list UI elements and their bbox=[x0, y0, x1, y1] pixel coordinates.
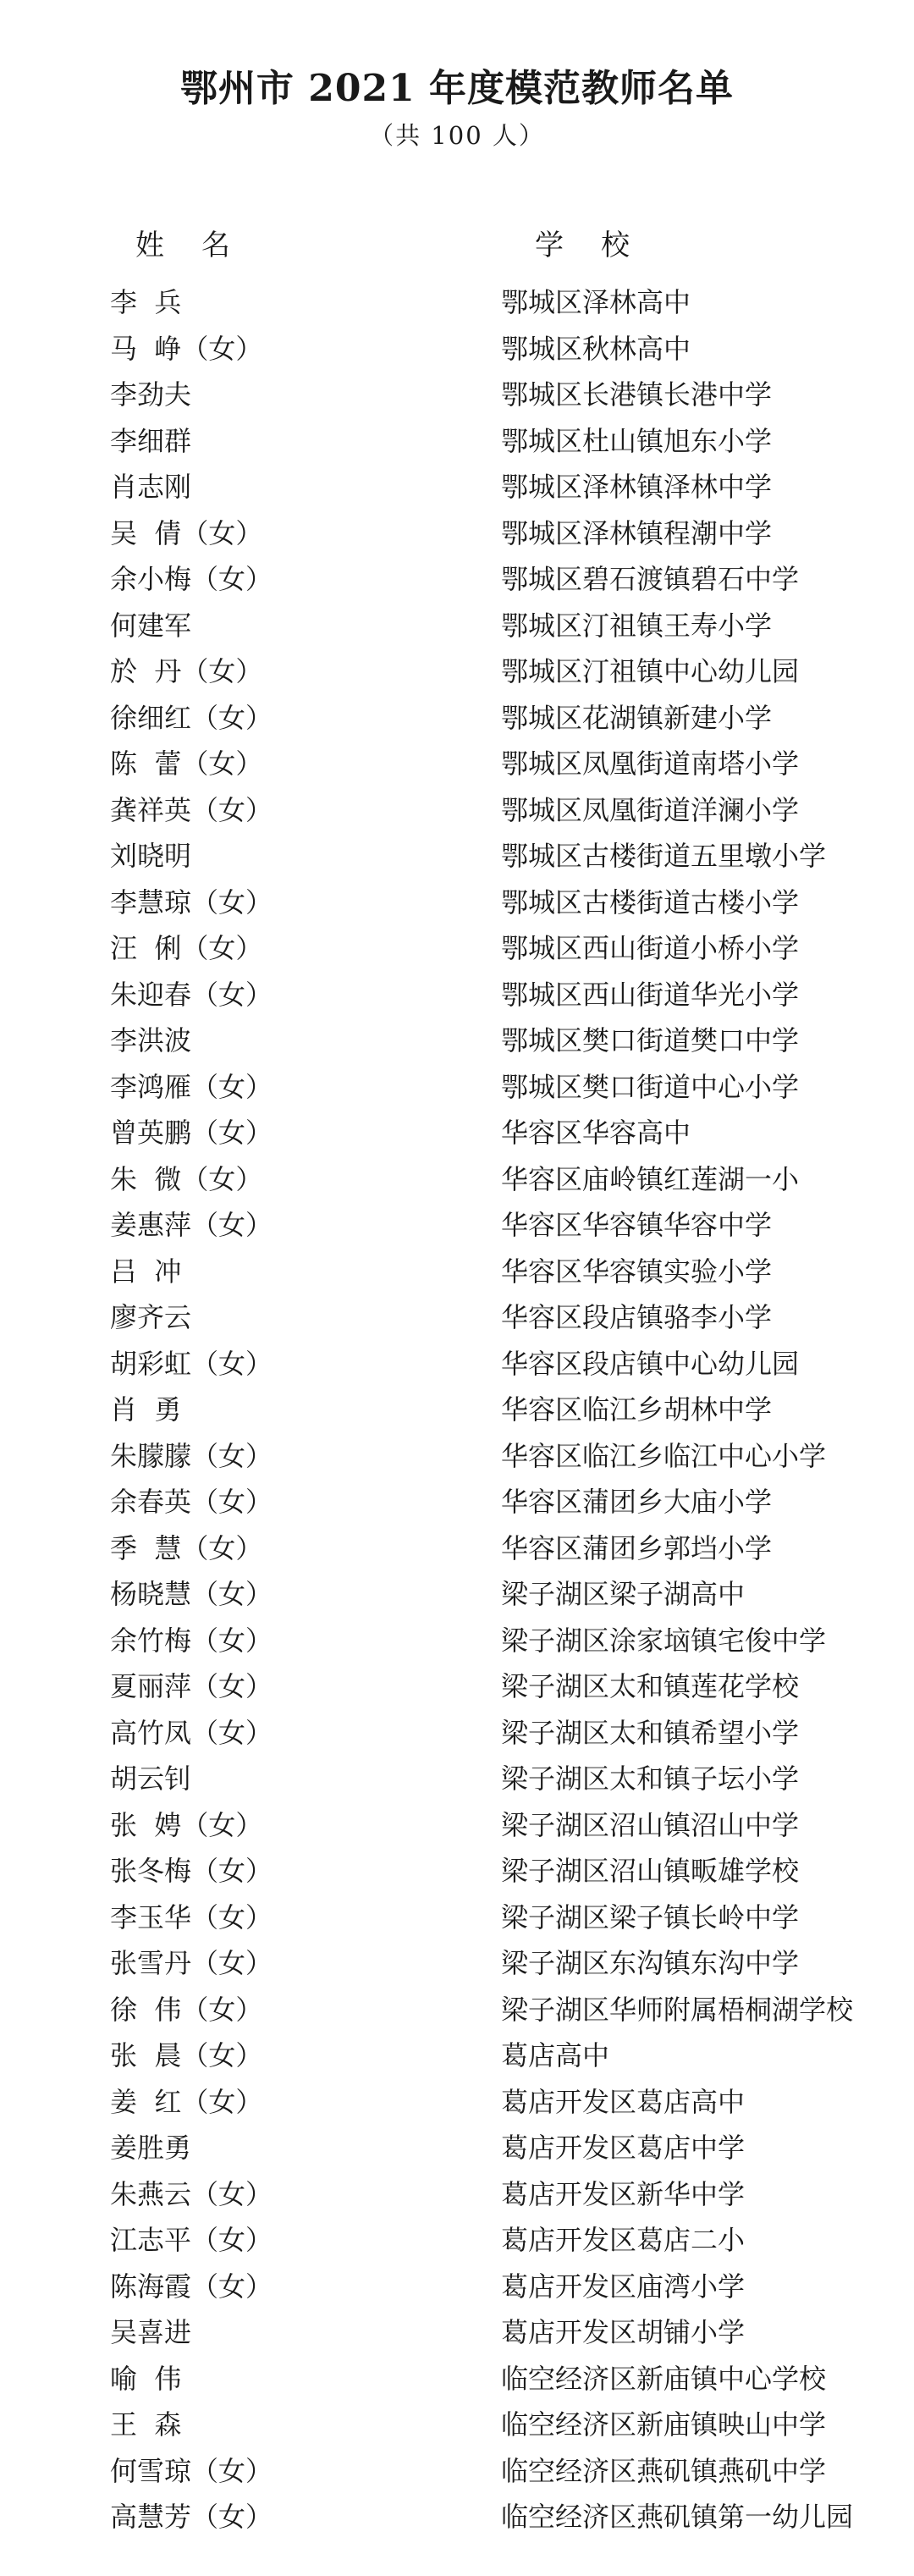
teacher-name: 何建军 bbox=[110, 609, 192, 642]
teacher-name: 何雪琼（女） bbox=[110, 2454, 273, 2487]
teacher-name: 曾英鹏（女） bbox=[110, 1117, 273, 1149]
school-name: 鄂城区古楼街道古楼小学 bbox=[501, 885, 800, 918]
school-name: 鄂城区汀祖镇中心幼儿园 bbox=[501, 655, 800, 687]
list-item bbox=[0, 418, 914, 465]
school-name: 鄂城区西山街道小桥小学 bbox=[501, 932, 800, 964]
school-name: 华容区段店镇中心幼儿园 bbox=[501, 1347, 800, 1380]
school-name: 梁子湖区梁子湖高中 bbox=[501, 1578, 746, 1610]
teacher-name: 胡彩虹（女） bbox=[110, 1347, 273, 1380]
column-header-school: 学校 bbox=[535, 229, 667, 262]
school-name: 华容区临江乡胡林中学 bbox=[501, 1393, 773, 1426]
teacher-name: 廖齐云 bbox=[110, 1301, 192, 1333]
teacher-name: 汪 俐（女） bbox=[110, 932, 263, 964]
teacher-name: 高慧芳（女） bbox=[110, 2501, 273, 2533]
list-item bbox=[0, 510, 914, 557]
school-name: 鄂城区樊口街道中心小学 bbox=[501, 1070, 800, 1103]
list-item bbox=[0, 1433, 914, 1480]
list-item bbox=[0, 1525, 914, 1572]
school-name: 华容区蒲团乡郭垱小学 bbox=[501, 1531, 773, 1564]
list-item bbox=[0, 1756, 914, 1802]
list-item bbox=[0, 741, 914, 787]
list-item bbox=[0, 1018, 914, 1064]
teacher-name: 吴 倩（女） bbox=[110, 516, 263, 549]
teacher-name: 刘晓明 bbox=[110, 840, 192, 872]
teacher-name: 肖 勇 bbox=[110, 1393, 182, 1426]
list-item bbox=[0, 1848, 914, 1895]
school-name: 华容区临江乡临江中心小学 bbox=[501, 1439, 827, 1472]
list-item bbox=[0, 2171, 914, 2218]
teacher-name: 张冬梅（女） bbox=[110, 1855, 273, 1887]
teacher-name: 江志平（女） bbox=[110, 2224, 273, 2256]
school-name: 临空经济区燕矶镇第一幼儿园 bbox=[501, 2501, 854, 2533]
school-name: 梁子湖区华师附属梧桐湖学校 bbox=[501, 1993, 854, 2026]
teacher-name: 朱 微（女） bbox=[110, 1162, 263, 1195]
teacher-name: 余小梅（女） bbox=[110, 563, 273, 595]
school-name: 梁子湖区太和镇莲花学校 bbox=[501, 1670, 800, 1702]
document-subtitle: （共 100 人） bbox=[369, 121, 545, 150]
teacher-name: 徐细红（女） bbox=[110, 701, 273, 734]
school-name: 鄂城区长港镇长港中学 bbox=[501, 378, 773, 411]
teacher-name: 陈 蕾（女） bbox=[110, 747, 263, 780]
school-name: 临空经济区燕矶镇燕矶中学 bbox=[501, 2454, 827, 2487]
teacher-name: 王 森 bbox=[110, 2408, 182, 2441]
teacher-name: 陈海霞（女） bbox=[110, 2270, 273, 2303]
teacher-name: 李鸿雁（女） bbox=[110, 1070, 273, 1103]
list-item bbox=[0, 880, 914, 926]
teacher-name: 李细群 bbox=[110, 424, 192, 457]
school-name: 鄂城区泽林镇程潮中学 bbox=[501, 516, 773, 549]
school-name: 葛店开发区葛店中学 bbox=[501, 2132, 746, 2164]
list-item bbox=[0, 2079, 914, 2126]
list-item bbox=[0, 1110, 914, 1156]
teacher-name: 张 娉（女） bbox=[110, 1808, 263, 1841]
teacher-name: 肖志刚 bbox=[110, 471, 192, 503]
list-item bbox=[0, 2309, 914, 2356]
teacher-name: 姜惠萍（女） bbox=[110, 1209, 273, 1241]
teacher-name: 於 丹（女） bbox=[110, 655, 263, 687]
list-item bbox=[0, 972, 914, 1018]
list-item bbox=[0, 1618, 914, 1664]
school-name: 鄂城区杜山镇旭东小学 bbox=[501, 424, 773, 457]
school-name: 梁子湖区沼山镇沼山中学 bbox=[501, 1808, 800, 1841]
school-name: 华容区华容高中 bbox=[501, 1117, 691, 1149]
teacher-name: 姜胜勇 bbox=[110, 2132, 192, 2164]
teacher-name: 张 晨（女） bbox=[110, 2039, 263, 2071]
list-item bbox=[0, 648, 914, 695]
list-item bbox=[0, 1802, 914, 1849]
list-item bbox=[0, 1387, 914, 1433]
teacher-name: 李玉华（女） bbox=[110, 1900, 273, 1933]
teacher-name: 马 峥（女） bbox=[110, 332, 263, 365]
list-item bbox=[0, 2033, 914, 2079]
school-name: 葛店开发区葛店高中 bbox=[501, 2085, 746, 2118]
list-item bbox=[0, 1895, 914, 1941]
school-name: 华容区段店镇骆李小学 bbox=[501, 1301, 773, 1333]
school-name: 鄂城区凤凰街道南塔小学 bbox=[501, 747, 800, 780]
teacher-name: 季 慧（女） bbox=[110, 1531, 263, 1564]
school-name: 临空经济区新庙镇映山中学 bbox=[501, 2408, 827, 2441]
teacher-name: 余竹梅（女） bbox=[110, 1624, 273, 1657]
list-item bbox=[0, 326, 914, 372]
list-item bbox=[0, 464, 914, 510]
teacher-name: 吕 冲 bbox=[110, 1255, 182, 1288]
school-name: 鄂城区泽林高中 bbox=[501, 286, 691, 318]
teacher-name: 李劲夫 bbox=[110, 378, 192, 411]
teacher-name: 朱朦朦（女） bbox=[110, 1439, 273, 1472]
list-item bbox=[0, 2448, 914, 2495]
list-item bbox=[0, 2356, 914, 2402]
teacher-name: 杨晓慧（女） bbox=[110, 1578, 273, 1610]
list-item bbox=[0, 695, 914, 742]
list-item bbox=[0, 372, 914, 418]
school-name: 鄂城区泽林镇泽林中学 bbox=[501, 471, 773, 503]
teacher-name: 夏丽萍（女） bbox=[110, 1670, 273, 1702]
school-name: 梁子湖区太和镇子坛小学 bbox=[501, 1762, 800, 1795]
school-name: 梁子湖区太和镇希望小学 bbox=[501, 1716, 800, 1749]
school-name: 华容区华容镇华容中学 bbox=[501, 1209, 773, 1241]
teacher-name: 徐 伟（女） bbox=[110, 1993, 263, 2026]
list-item bbox=[0, 1294, 914, 1341]
list-item bbox=[0, 1479, 914, 1525]
school-name: 梁子湖区涂家垴镇宅俊中学 bbox=[501, 1624, 827, 1657]
list-item bbox=[0, 2402, 914, 2448]
list-item bbox=[0, 1341, 914, 1387]
column-header-name: 姓名 bbox=[135, 229, 267, 262]
school-name: 鄂城区凤凰街道洋澜小学 bbox=[501, 793, 800, 826]
school-name: 鄂城区古楼街道五里墩小学 bbox=[501, 840, 827, 872]
teacher-name: 李洪波 bbox=[110, 1024, 192, 1056]
teacher-name: 高竹凤（女） bbox=[110, 1716, 273, 1749]
teacher-name: 朱迎春（女） bbox=[110, 978, 273, 1011]
school-name: 梁子湖区东沟镇东沟中学 bbox=[501, 1947, 800, 1979]
list-item bbox=[0, 2217, 914, 2264]
school-name: 梁子湖区沼山镇畈雄学校 bbox=[501, 1855, 800, 1887]
list-item bbox=[0, 2494, 914, 2540]
school-name: 梁子湖区梁子镇长岭中学 bbox=[501, 1900, 800, 1933]
school-name: 葛店开发区庙湾小学 bbox=[501, 2270, 746, 2303]
teacher-name: 龚祥英（女） bbox=[110, 793, 273, 826]
teacher-name: 吴喜进 bbox=[110, 2316, 192, 2348]
school-name: 华容区庙岭镇红莲湖一小 bbox=[501, 1162, 800, 1195]
document-title: 鄂州市 2021 年度模范教师名单 bbox=[179, 67, 735, 110]
school-name: 临空经济区新庙镇中心学校 bbox=[501, 2362, 827, 2395]
list-item bbox=[0, 2125, 914, 2171]
list-item bbox=[0, 1940, 914, 1987]
school-name: 葛店开发区新华中学 bbox=[501, 2177, 746, 2210]
list-item bbox=[0, 1249, 914, 1295]
school-name: 鄂城区花湖镇新建小学 bbox=[501, 701, 773, 734]
list-item bbox=[0, 833, 914, 880]
list-item bbox=[0, 1571, 914, 1618]
teacher-name: 李慧琼（女） bbox=[110, 885, 273, 918]
teacher-name: 胡云钊 bbox=[110, 1762, 192, 1795]
list-item bbox=[0, 556, 914, 603]
school-name: 葛店开发区胡铺小学 bbox=[501, 2316, 746, 2348]
list-item bbox=[0, 603, 914, 649]
teacher-name: 姜 红（女） bbox=[110, 2085, 263, 2118]
teacher-name: 李 兵 bbox=[110, 286, 182, 318]
teacher-name: 朱燕云（女） bbox=[110, 2177, 273, 2210]
school-name: 鄂城区西山街道华光小学 bbox=[501, 978, 800, 1011]
list-item bbox=[0, 1987, 914, 2033]
list-item bbox=[0, 1202, 914, 1249]
list-item bbox=[0, 1156, 914, 1203]
list-item bbox=[0, 279, 914, 326]
teacher-name: 张雪丹（女） bbox=[110, 1947, 273, 1979]
list-item bbox=[0, 1710, 914, 1757]
list-item bbox=[0, 1064, 914, 1111]
teacher-name: 余春英（女） bbox=[110, 1486, 273, 1518]
teacher-name: 喻 伟 bbox=[110, 2362, 182, 2395]
school-name: 鄂城区秋林高中 bbox=[501, 332, 691, 365]
school-name: 华容区华容镇实验小学 bbox=[501, 1255, 773, 1288]
school-name: 鄂城区汀祖镇王寿小学 bbox=[501, 609, 773, 642]
school-name: 葛店高中 bbox=[501, 2039, 610, 2071]
list-item bbox=[0, 2264, 914, 2310]
teacher-list bbox=[0, 279, 914, 2540]
school-name: 华容区蒲团乡大庙小学 bbox=[501, 1486, 773, 1518]
school-name: 鄂城区碧石渡镇碧石中学 bbox=[501, 563, 800, 595]
school-name: 鄂城区樊口街道樊口中学 bbox=[501, 1024, 800, 1056]
school-name: 葛店开发区葛店二小 bbox=[501, 2224, 746, 2256]
list-item bbox=[0, 1663, 914, 1710]
list-item bbox=[0, 925, 914, 972]
list-item bbox=[0, 787, 914, 834]
